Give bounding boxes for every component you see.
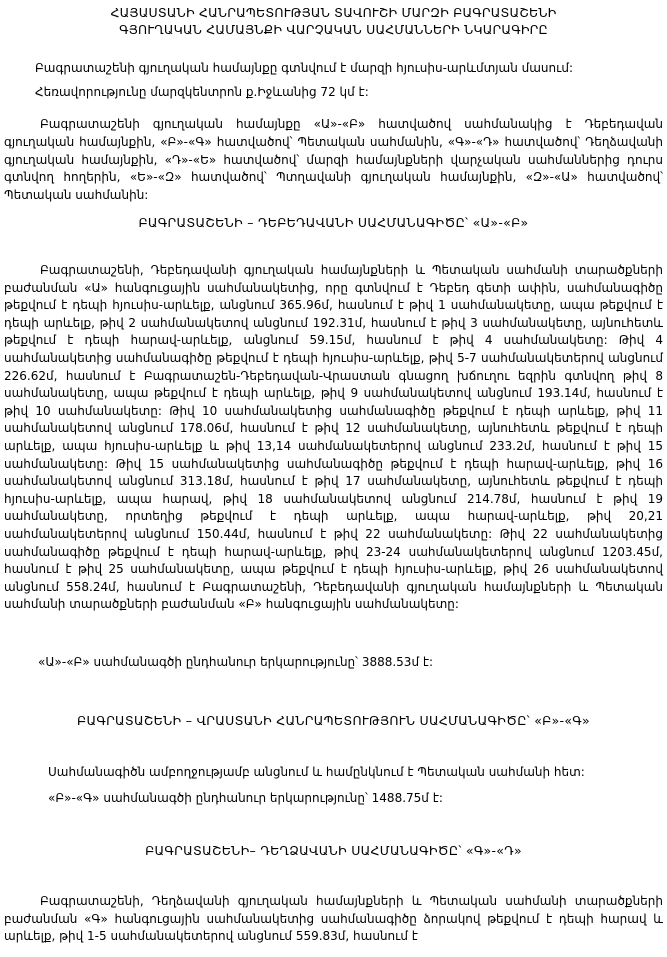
intro-boundaries-paragraph: Բագրատաշենի գյուղական համայնքը «Ա»-«Բ» հատվածով սահմանակից է Դեբեդավան գյուղական համայնքին, «Բ»-«Գ» հատվածով՝ Պետական սահմանին, «Գ»-«Դ» հատվածով՝ Դեղձավանի գյուղական համայնքին, «Դ»-«Ե» հատվածով՝ մարզի համայնքների վարչական սահմաններից դուրս գտնվող հողերին, «Ե»-«Զ» հատվածով՝ Պտղավանի գյուղական համայնքին, «Զ»-«Ա» հատվածով՝ Պետական սահմանին: — [4, 117, 663, 203]
section-heading-b-g: ԲԱԳՐԱՏԱՇԵՆԻ – ՎՐԱՍՏԱՆԻ ՀԱՆՐԱՊԵՏՈՒԹՅՈՒՆ ՍԱՀՄԱՆԱԳԻԾԸ՝ «Բ»-«Գ» — [77, 713, 590, 728]
section-heading-a-b: ԲԱԳՐԱՏԱՇԵՆԻ – ԴԵԲԵԴԱՎԱՆԻ ՍԱՀՄԱՆԱԳԻԾԸ՝ «Ա»-«Բ» — [138, 215, 529, 230]
title-line-2: ԳՅՈՒՂԱԿԱՆ ՀԱՄԱՅՆՔԻ ՎԱՐՉԱԿԱՆ ՍԱՀՄԱՆՆԵՐԻ ՆԿԱՐԱԳԻՐԸ — [119, 22, 548, 37]
section-body-a-b: Բագրատաշենի, Դեբեդավանի գյուղական համայնքների և Պետական սահմանի տարածքների բաժանման «Ա» հանգուցային սահմանակետից, որը գտնվում է Դեբեդ գետի ափին, սահմանագիծը թեքվում է դեպի հյուսիս-արևելք, անցնում 365.96մ, հասնում է թիվ 1 սահմանակետը, ապա թեքվում է դեպի արևելք, թիվ 2 սահմանակետով անցնում 192.31մ, հասնում է թիվ 3 սահմանակետը, այնուհետև թեքվում է դեպի հարավ-արևելք, անցնում 59.15մ, հասնում է թիվ 4 սահմանակետը: Թիվ 4 սահմանակետից սահմանագիծը թեքվում է դեպի հյուսիս-արևելք, թիվ 5-7 սահմանակետերով անցնում 226.62մ, հասնում է Բագրատաշեն-Դեբեդավան-Վրաստան գնացող խճուղու եզրին գտնվող թիվ 8 սահմանակետը, ապա թեքվում է դեպի արևելք, թիվ 9 սահմանակետով անցնում 193.14մ, հասնում է թիվ 10 սահմանակետը: Թիվ 10 սահմանակետից սահմանագիծը թեքվում է դեպի արևելք, թիվ 11 սահմանակետով անցնում 178.06մ, հասնում է թիվ 12 սահմանակետը, այնուհետև թեքվում է դեպի արևելք, ապա հյուսիս-արևելք և թիվ 13,14 սահմանակետերով անցնում 233.2մ, հասնում է թիվ 15 սահմանակետը: Թիվ 15 սահմանակետից սահմանագիծը թեքվում է դեպի հարավ-արևելք, թիվ 16 սահմանակետով անցնում 313.18մ, հասնում է թիվ 17 սահմանակետը, այնուհետև թեքվում է դեպի հյուսիս-արևելք, ապա հարավ, թիվ 18 սահմանակետով անցնում 214.78մ, հասնում է թիվ 19 սահմանակետը, որտեղից թեքվում է դեպի արևելք, ապա հարավ-արևելք, թիվ 20,21 սահմանակետերով անցնում 150.44մ, հասնում է թիվ 22 սահմանակետը: Թիվ 22 սահմանակետից սահմանագիծը թեքվում է դեպի հարավ-արևելք, թիվ 23-24 սահմանակետերով անցնում 1203.45մ, հասնում է թիվ 25 սահմանակետը, ապա թեքվում է դեպի հյուսիս-արևելք, թիվ 26 սահմանակետով անցնում 558.24մ, հասնում է Բագրատաշենի, Դեբեդավանի գյուղական համայնքների և Պետական սահմանի տարածքների բաժանման «Բ» հանգուցային սահմանակետը: — [4, 263, 663, 612]
section-heading-g-d: ԲԱԳՐԱՏԱՇԵՆԻ– ԴԵՂՁԱՎԱՆԻ ՍԱՀՄԱՆԱԳԻԾԸ՝ «Գ»-«Դ» — [145, 843, 522, 858]
intro-distance: Հեռավորությունը մարզկենտրոն ք.Իջևանից 72 կմ է: — [35, 85, 369, 99]
section-body-g-d: Բագրատաշենի, Դեղձավանի գյուղական համայնքների և Պետական սահմանի տարածքների բաժանման «Գ» հանգուցային սահմանակետից սահմանագիծը ձորակով թեքվում է դեպի հարավ և արևելք, թիվ 1-5 սահմանակետերով անցնում 559.83մ, հասնում է — [4, 894, 663, 944]
section-body-b-g: Սահմանագիծն ամբողջությամբ անցնում և համընկնում է Պետական սահմանի հետ: — [48, 765, 585, 779]
title-line-1: ՀԱՅԱՍՏԱՆԻ ՀԱՆՐԱՊԵՏՈՒԹՅԱՆ ՏԱՎՈՒՇԻ ՄԱՐԶԻ ԲԱԳՐԱՏԱՇԵՆԻ — [110, 5, 557, 20]
document-title — [0, 4, 667, 38]
section-total-a-b: «Ա»-«Բ» սահմանագծի ընդհանուր երկարությունը՝ 3888.53մ է: — [38, 655, 434, 669]
section-total-b-g: «Բ»-«Գ» սահմանագծի ընդհանուր երկարությունը՝ 1488.75մ է: — [48, 791, 443, 805]
intro-location: Բագրատաշենի գյուղական համայնքը գտնվում է մարզի հյուսիս-արևմտյան մասում: — [35, 61, 573, 75]
